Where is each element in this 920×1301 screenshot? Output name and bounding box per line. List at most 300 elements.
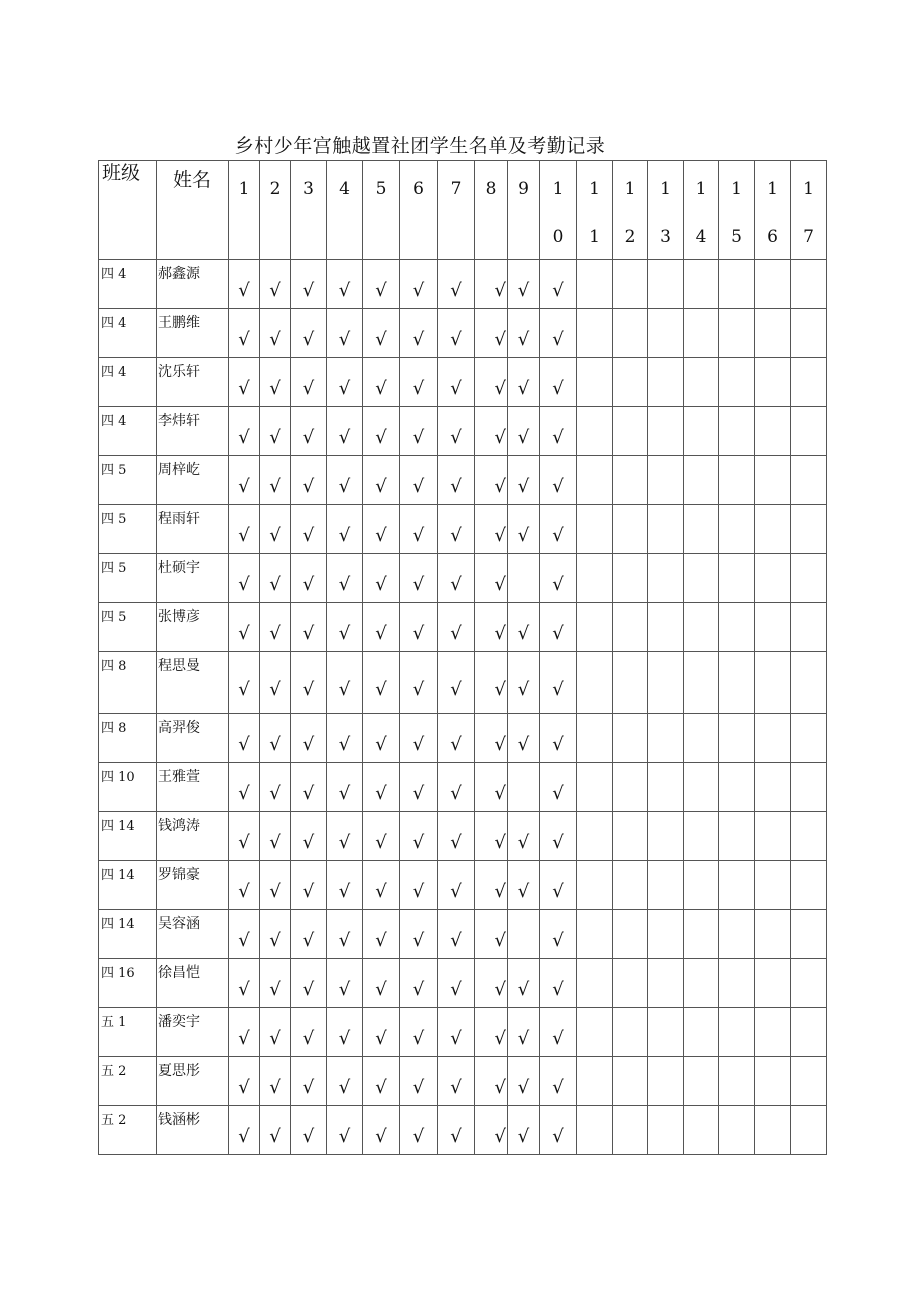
attendance-cell [475, 554, 508, 603]
check-mark: √ [302, 930, 315, 951]
check-mark: √ [375, 832, 387, 853]
attendance-cell [327, 1057, 363, 1106]
attendance-cell [363, 652, 400, 714]
session-digit: 1 [803, 179, 814, 199]
attendance-cell [363, 861, 400, 910]
attendance-cell [327, 959, 363, 1008]
attendance-cell [648, 407, 684, 456]
session-digit: 1 [238, 179, 250, 199]
check-mark: √ [412, 783, 425, 804]
session-digit: 1 [552, 179, 564, 199]
attendance-cell [719, 358, 755, 407]
attendance-cell [475, 603, 508, 652]
check-mark: √ [412, 623, 425, 644]
attendance-cell [260, 910, 291, 959]
attendance-cell [791, 910, 827, 959]
check-mark: √ [375, 1028, 387, 1049]
check-mark: √ [338, 1028, 351, 1049]
attendance-cell [684, 505, 719, 554]
attendance-cell [719, 910, 755, 959]
attendance-cell [229, 407, 260, 456]
attendance-cell [540, 407, 577, 456]
student-name: 夏思彤 [157, 1057, 229, 1106]
header-session-4 [327, 161, 363, 260]
attendance-cell [755, 763, 791, 812]
check-mark: √ [269, 378, 281, 399]
header-session-8 [475, 161, 508, 260]
check-mark: √ [552, 734, 564, 755]
table-row [99, 505, 827, 554]
check-mark: √ [517, 979, 530, 1000]
attendance-cell [719, 407, 755, 456]
check-mark: √ [338, 1077, 351, 1098]
attendance-cell [755, 554, 791, 603]
attendance-cell [577, 1106, 613, 1155]
check-mark: √ [494, 476, 506, 497]
attendance-cell [508, 652, 540, 714]
check-mark: √ [375, 930, 387, 951]
attendance-cell [540, 358, 577, 407]
check-mark: √ [494, 832, 506, 853]
check-mark: √ [552, 525, 564, 546]
attendance-cell [291, 652, 327, 714]
check-mark: √ [494, 1028, 506, 1049]
session-digit: 3 [303, 179, 314, 199]
attendance-cell [577, 763, 613, 812]
student-name: 张博彦 [157, 603, 229, 652]
attendance-cell [327, 1106, 363, 1155]
attendance-cell [291, 812, 327, 861]
attendance-cell [540, 309, 577, 358]
attendance-cell [791, 1008, 827, 1057]
check-mark: √ [375, 1077, 387, 1098]
attendance-cell [648, 812, 684, 861]
header-session-7 [438, 161, 475, 260]
attendance-cell [613, 260, 648, 309]
check-mark: √ [552, 476, 564, 497]
student-name: 钱鸿涛 [157, 812, 229, 861]
attendance-cell [648, 456, 684, 505]
attendance-cell [438, 358, 475, 407]
header-session-11 [577, 161, 613, 260]
check-mark: √ [494, 783, 506, 804]
attendance-cell [260, 554, 291, 603]
header-name: 姓名 [157, 161, 229, 260]
check-mark: √ [517, 1126, 530, 1147]
attendance-table [98, 160, 827, 1155]
attendance-cell [260, 714, 291, 763]
attendance-cell [508, 959, 540, 1008]
attendance-cell [400, 1008, 438, 1057]
check-mark: √ [450, 378, 462, 399]
attendance-cell [327, 505, 363, 554]
attendance-cell [613, 763, 648, 812]
attendance-cell [438, 1008, 475, 1057]
attendance-cell [613, 714, 648, 763]
check-mark: √ [494, 329, 506, 350]
check-mark: √ [517, 1077, 530, 1098]
check-mark: √ [375, 574, 387, 595]
attendance-cell [438, 763, 475, 812]
check-mark: √ [552, 1126, 564, 1147]
table-row [99, 358, 827, 407]
attendance-cell [438, 910, 475, 959]
attendance-cell [400, 812, 438, 861]
attendance-cell [577, 861, 613, 910]
attendance-cell [475, 407, 508, 456]
check-mark: √ [269, 1126, 281, 1147]
attendance-cell [577, 910, 613, 959]
check-mark: √ [412, 979, 425, 1000]
check-mark: √ [375, 329, 387, 350]
check-mark: √ [302, 734, 315, 755]
check-mark: √ [494, 574, 506, 595]
check-mark: √ [302, 979, 315, 1000]
attendance-cell [508, 260, 540, 309]
attendance-cell [684, 260, 719, 309]
attendance-cell [291, 407, 327, 456]
attendance-cell [577, 309, 613, 358]
attendance-cell [508, 554, 540, 603]
attendance-cell [400, 603, 438, 652]
attendance-cell [327, 358, 363, 407]
attendance-cell [613, 407, 648, 456]
attendance-cell [229, 959, 260, 1008]
check-mark: √ [302, 329, 315, 350]
check-mark: √ [302, 783, 315, 804]
check-mark: √ [517, 881, 530, 902]
check-mark: √ [302, 881, 315, 902]
attendance-cell [508, 407, 540, 456]
table-row [99, 603, 827, 652]
attendance-cell [229, 456, 260, 505]
attendance-cell [291, 763, 327, 812]
attendance-cell [229, 260, 260, 309]
attendance-cell [684, 407, 719, 456]
table-row [99, 407, 827, 456]
attendance-cell [540, 603, 577, 652]
attendance-cell [229, 358, 260, 407]
attendance-cell [719, 1106, 755, 1155]
attendance-cell [755, 260, 791, 309]
check-mark: √ [375, 881, 387, 902]
attendance-cell [791, 959, 827, 1008]
attendance-cell [363, 910, 400, 959]
session-digit: 5 [375, 179, 387, 199]
session-digit: 8 [485, 179, 497, 199]
table-row [99, 1008, 827, 1057]
check-mark: √ [302, 1028, 315, 1049]
attendance-cell [508, 1106, 540, 1155]
check-mark: √ [450, 1028, 462, 1049]
attendance-cell [260, 407, 291, 456]
attendance-cell [719, 505, 755, 554]
attendance-cell [291, 910, 327, 959]
attendance-cell [327, 861, 363, 910]
attendance-cell [400, 358, 438, 407]
attendance-cell [540, 910, 577, 959]
attendance-cell [719, 763, 755, 812]
check-mark: √ [494, 979, 506, 1000]
table-row [99, 714, 827, 763]
attendance-cell [363, 358, 400, 407]
attendance-cell [540, 505, 577, 554]
attendance-cell [400, 1106, 438, 1155]
attendance-cell [400, 763, 438, 812]
attendance-cell [508, 505, 540, 554]
check-mark: √ [375, 525, 387, 546]
attendance-cell [229, 1057, 260, 1106]
check-mark: √ [375, 678, 387, 700]
attendance-cell [791, 309, 827, 358]
header-session-17 [791, 161, 827, 260]
check-mark: √ [338, 783, 351, 804]
student-name: 王雅萱 [157, 763, 229, 812]
session-digit: 1 [695, 179, 707, 199]
check-mark: √ [238, 1077, 250, 1098]
check-mark: √ [450, 979, 462, 1000]
attendance-cell [577, 554, 613, 603]
class-cell: 四 5 [99, 505, 157, 554]
attendance-cell [508, 812, 540, 861]
attendance-cell [400, 861, 438, 910]
attendance-cell [648, 1057, 684, 1106]
attendance-cell [438, 407, 475, 456]
attendance-cell [755, 505, 791, 554]
check-mark: √ [238, 427, 250, 448]
check-mark: √ [375, 378, 387, 399]
session-digit: 2 [269, 179, 281, 199]
attendance-cell [475, 910, 508, 959]
attendance-cell [791, 812, 827, 861]
check-mark: √ [269, 832, 281, 853]
attendance-cell [438, 554, 475, 603]
attendance-cell [684, 1008, 719, 1057]
check-mark: √ [375, 623, 387, 644]
check-mark: √ [338, 832, 351, 853]
check-mark: √ [269, 623, 281, 644]
table-row [99, 1057, 827, 1106]
check-mark: √ [375, 1126, 387, 1147]
check-mark: √ [450, 329, 462, 350]
check-mark: √ [517, 280, 530, 301]
attendance-cell [508, 861, 540, 910]
class-cell: 四 14 [99, 861, 157, 910]
attendance-cell [791, 1106, 827, 1155]
check-mark: √ [302, 1126, 315, 1147]
check-mark: √ [552, 832, 564, 853]
class-cell: 四 10 [99, 763, 157, 812]
attendance-cell [438, 260, 475, 309]
class-cell: 四 8 [99, 652, 157, 714]
attendance-cell [260, 1057, 291, 1106]
attendance-cell [229, 861, 260, 910]
table-row [99, 554, 827, 603]
check-mark: √ [412, 1126, 425, 1147]
attendance-cell [438, 812, 475, 861]
attendance-cell [648, 910, 684, 959]
attendance-cell [613, 554, 648, 603]
attendance-cell [508, 714, 540, 763]
attendance-cell [508, 910, 540, 959]
attendance-cell [475, 1008, 508, 1057]
check-mark: √ [494, 734, 506, 755]
attendance-cell [719, 309, 755, 358]
attendance-cell [438, 714, 475, 763]
check-mark: √ [238, 574, 250, 595]
check-mark: √ [238, 832, 250, 853]
attendance-cell [229, 910, 260, 959]
student-name: 李炜轩 [157, 407, 229, 456]
attendance-cell [648, 861, 684, 910]
attendance-cell [363, 714, 400, 763]
attendance-cell [613, 910, 648, 959]
attendance-cell [755, 309, 791, 358]
attendance-cell [291, 456, 327, 505]
attendance-cell [291, 1057, 327, 1106]
attendance-cell [475, 1057, 508, 1106]
attendance-cell [684, 456, 719, 505]
attendance-cell [291, 260, 327, 309]
attendance-cell [613, 603, 648, 652]
attendance-cell [684, 652, 719, 714]
attendance-cell [363, 407, 400, 456]
attendance-cell [260, 1106, 291, 1155]
session-digit: 1 [767, 179, 778, 199]
attendance-cell [755, 407, 791, 456]
check-mark: √ [238, 476, 250, 497]
attendance-cell [438, 959, 475, 1008]
attendance-cell [540, 1008, 577, 1057]
check-mark: √ [450, 930, 462, 951]
student-name: 郝鑫源 [157, 260, 229, 309]
class-cell: 四 5 [99, 603, 157, 652]
attendance-cell [475, 456, 508, 505]
check-mark: √ [338, 280, 351, 301]
session-digit: 4 [695, 227, 707, 247]
attendance-cell [648, 505, 684, 554]
attendance-cell [648, 714, 684, 763]
attendance-cell [475, 505, 508, 554]
attendance-cell [791, 260, 827, 309]
attendance-cell [508, 309, 540, 358]
attendance-cell [791, 456, 827, 505]
attendance-cell [508, 603, 540, 652]
check-mark: √ [552, 1077, 564, 1098]
attendance-cell [577, 505, 613, 554]
check-mark: √ [238, 678, 250, 700]
check-mark: √ [412, 525, 425, 546]
attendance-cell [648, 603, 684, 652]
attendance-cell [363, 505, 400, 554]
attendance-cell [540, 763, 577, 812]
attendance-cell [229, 763, 260, 812]
check-mark: √ [412, 930, 425, 951]
check-mark: √ [412, 881, 425, 902]
check-mark: √ [375, 734, 387, 755]
check-mark: √ [338, 378, 351, 399]
header-session-3 [291, 161, 327, 260]
attendance-cell [260, 358, 291, 407]
check-mark: √ [517, 1028, 530, 1049]
attendance-cell [475, 812, 508, 861]
document-title: 乡村少年宫触越置社团学生名单及考勤记录 [234, 135, 606, 157]
student-name: 杜硕宇 [157, 554, 229, 603]
class-cell: 四 14 [99, 812, 157, 861]
check-mark: √ [269, 678, 281, 700]
student-name: 沈乐轩 [157, 358, 229, 407]
check-mark: √ [269, 476, 281, 497]
attendance-cell [791, 505, 827, 554]
check-mark: √ [517, 329, 530, 350]
attendance-cell [327, 603, 363, 652]
check-mark: √ [552, 427, 564, 448]
check-mark: √ [302, 427, 315, 448]
attendance-cell [363, 603, 400, 652]
attendance-cell [400, 456, 438, 505]
check-mark: √ [412, 329, 425, 350]
check-mark: √ [552, 783, 564, 804]
header-session-13 [648, 161, 684, 260]
attendance-cell [540, 714, 577, 763]
check-mark: √ [338, 427, 351, 448]
attendance-cell [791, 763, 827, 812]
attendance-cell [684, 554, 719, 603]
check-mark: √ [552, 881, 564, 902]
class-cell: 四 14 [99, 910, 157, 959]
attendance-cell [363, 1057, 400, 1106]
attendance-cell [755, 1008, 791, 1057]
attendance-cell [508, 358, 540, 407]
table-row [99, 763, 827, 812]
attendance-cell [540, 554, 577, 603]
attendance-cell [719, 714, 755, 763]
class-cell: 四 5 [99, 554, 157, 603]
attendance-cell [684, 714, 719, 763]
attendance-cell [719, 603, 755, 652]
attendance-cell [229, 1106, 260, 1155]
attendance-cell [613, 456, 648, 505]
attendance-cell [719, 554, 755, 603]
attendance-cell [613, 959, 648, 1008]
check-mark: √ [494, 1126, 506, 1147]
attendance-cell [613, 1057, 648, 1106]
attendance-cell [540, 959, 577, 1008]
table-row [99, 959, 827, 1008]
attendance-cell [327, 812, 363, 861]
check-mark: √ [269, 1077, 281, 1098]
attendance-cell [648, 652, 684, 714]
session-digit: 4 [339, 179, 350, 199]
attendance-cell [400, 554, 438, 603]
attendance-cell [438, 309, 475, 358]
attendance-cell [648, 959, 684, 1008]
table-row [99, 1106, 827, 1155]
attendance-cell [260, 603, 291, 652]
student-name: 潘奕宇 [157, 1008, 229, 1057]
check-mark: √ [238, 623, 250, 644]
attendance-cell [648, 1106, 684, 1155]
session-digit: 1 [624, 179, 636, 199]
header-session-2 [260, 161, 291, 260]
check-mark: √ [238, 881, 250, 902]
check-mark: √ [450, 280, 462, 301]
check-mark: √ [517, 678, 530, 700]
attendance-cell [648, 309, 684, 358]
attendance-cell [791, 861, 827, 910]
attendance-cell [684, 309, 719, 358]
attendance-cell [577, 358, 613, 407]
